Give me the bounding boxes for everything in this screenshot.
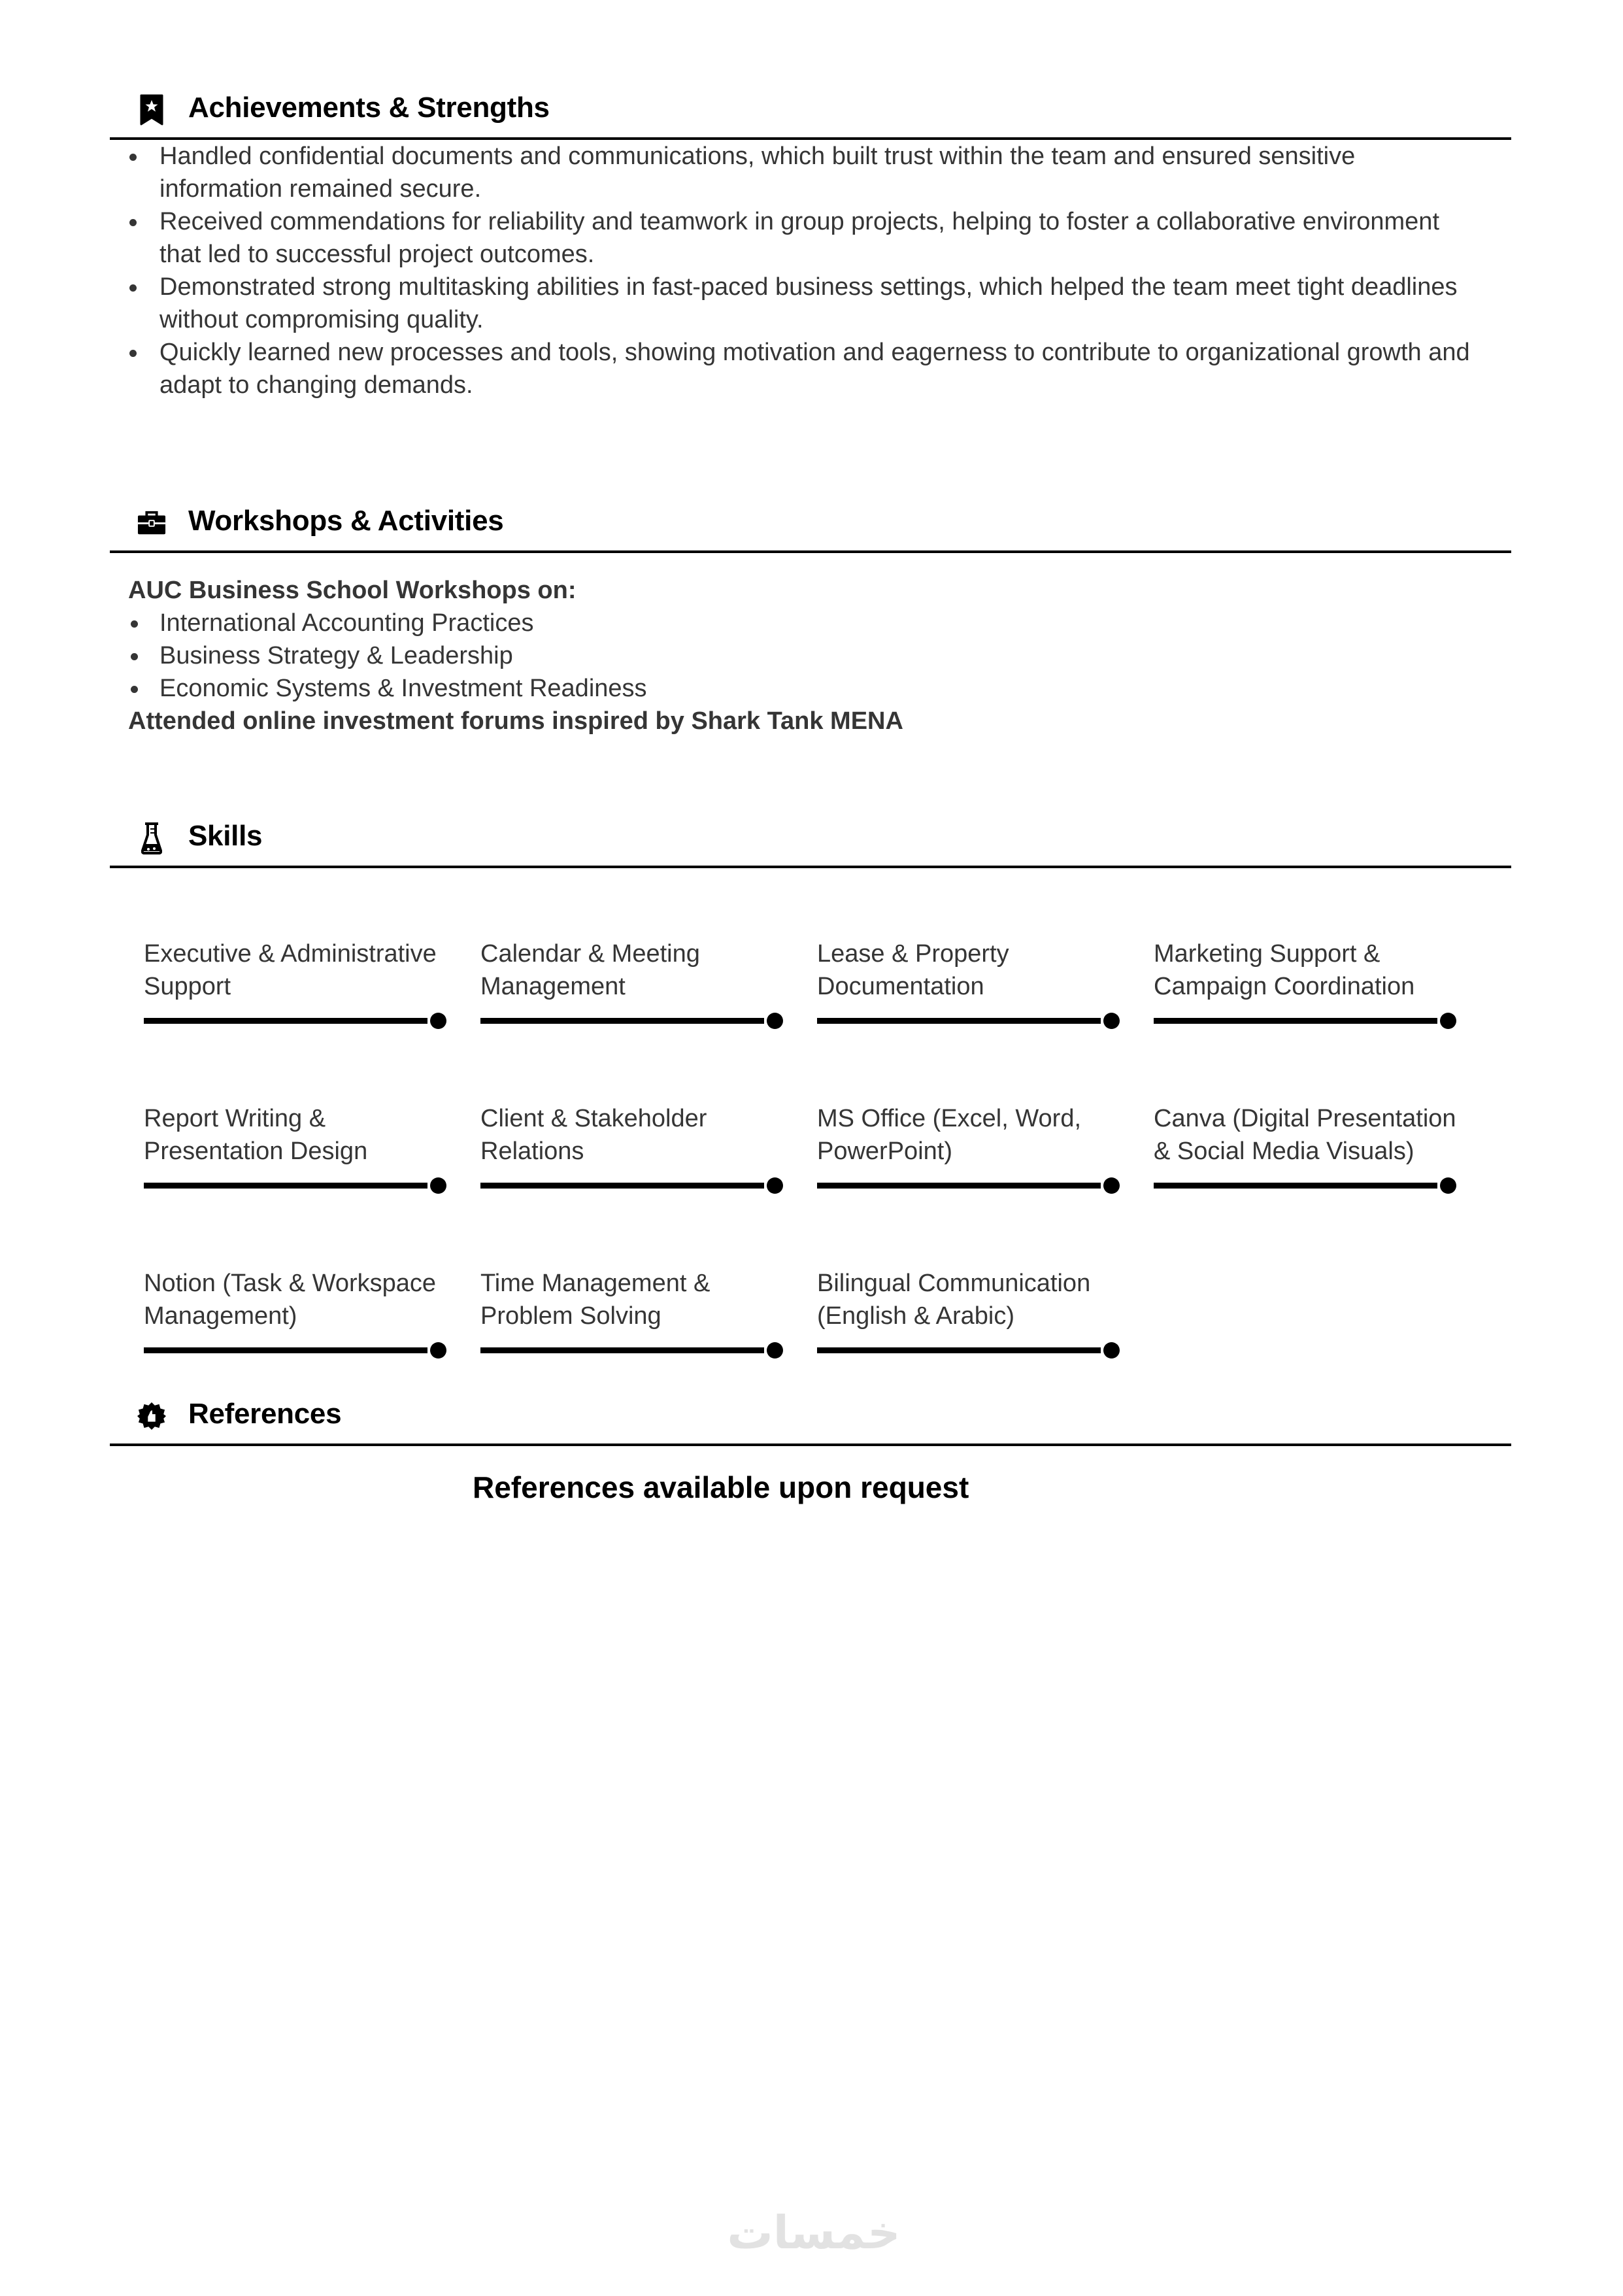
- skill-item: [144, 1056, 451, 1194]
- skill-bar: [817, 1183, 1101, 1189]
- list-item: Quickly learned new processes and tools, showing motivation and eagerness to contribute to organizational growth and adapt to changing demands.: [110, 336, 1482, 401]
- skill-item: [480, 1056, 788, 1194]
- skill-label: Notion (Task & Workspace Management): [144, 1270, 437, 1330]
- skill-item: [817, 892, 1124, 1029]
- briefcase-icon: [137, 506, 166, 540]
- skill-bar: [1154, 1183, 1437, 1189]
- achievements-section: [110, 85, 1511, 401]
- skill-label: MS Office (Excel, Word, PowerPoint): [817, 1105, 1082, 1165]
- list-item: Business Strategy & Leadership: [128, 639, 1511, 672]
- skill-level-dot: [1103, 1177, 1120, 1194]
- skill-level-dot: [767, 1177, 783, 1194]
- section-title: Workshops & Activities: [188, 505, 504, 537]
- workshops-intro: AUC Business School Workshops on:: [128, 577, 577, 604]
- skill-level-dot: [1440, 1013, 1456, 1029]
- skill-level-dot: [430, 1177, 446, 1194]
- skill-label: Bilingual Communication (English & Arabic): [817, 1270, 1091, 1330]
- skill-label: Marketing Support & Campaign Coordination: [1154, 940, 1415, 1000]
- section-header: [110, 813, 1511, 868]
- skill-level-dot: [1103, 1013, 1120, 1029]
- skill-bar: [817, 1018, 1101, 1024]
- skill-item: [1154, 1056, 1461, 1194]
- skill-level-dot: [767, 1013, 783, 1029]
- skill-item: [1154, 892, 1461, 1029]
- workshops-section: [110, 498, 1511, 737]
- list-item: Handled confidential documents and communications, which built trust within the team and ensured sensitive information remained secure.: [110, 140, 1482, 205]
- skill-bar: [144, 1183, 427, 1189]
- skill-item: [480, 1221, 788, 1359]
- skill-bar: [144, 1018, 427, 1024]
- section-title: References: [188, 1398, 342, 1430]
- skill-bar: [1154, 1018, 1437, 1024]
- skills-grid: [110, 868, 1511, 1330]
- list-item: Received commendations for reliability and teamwork in group projects, helping to foster a collaborative environment that led to successful project outcomes.: [110, 205, 1482, 271]
- skill-item: [817, 1221, 1124, 1359]
- skill-bar: [144, 1347, 427, 1353]
- section-header: [110, 85, 1511, 140]
- skill-label: Lease & Property Documentation: [817, 940, 1009, 1000]
- watermark-logo: خمسات: [727, 2206, 901, 2259]
- skill-label: Client & Stakeholder Relations: [480, 1105, 707, 1165]
- skill-level-dot: [1103, 1342, 1120, 1359]
- achievements-list: [110, 140, 1482, 401]
- skill-item: [144, 892, 451, 1029]
- skill-label: Calendar & Meeting Management: [480, 940, 700, 1000]
- skills-section: [110, 813, 1511, 1330]
- skill-level-dot: [767, 1342, 783, 1359]
- skill-level-dot: [430, 1013, 446, 1029]
- skill-level-dot: [1440, 1177, 1456, 1194]
- section-header: [110, 1391, 1511, 1446]
- list-item: Economic Systems & Investment Readiness: [128, 672, 1511, 705]
- skill-label: Canva (Digital Presentation & Social Media Visuals): [1154, 1105, 1456, 1165]
- skill-label: Executive & Administrative Support: [144, 940, 437, 1000]
- references-section: [110, 1391, 1511, 1504]
- workshops-list: [128, 607, 1511, 705]
- workshops-body: [110, 574, 1511, 737]
- skill-bar: [480, 1018, 764, 1024]
- section-title: Achievements & Strengths: [188, 92, 550, 124]
- section-title: Skills: [188, 820, 263, 852]
- list-item: International Accounting Practices: [128, 607, 1511, 639]
- skill-label: Report Writing & Presentation Design: [144, 1105, 368, 1165]
- skill-bar: [480, 1347, 764, 1353]
- badge-icon: [137, 1399, 166, 1433]
- skill-item: [480, 892, 788, 1029]
- skill-bar: [817, 1347, 1101, 1353]
- bookmark-star-icon: [137, 93, 166, 127]
- flask-icon: [137, 821, 166, 855]
- skill-item: [817, 1056, 1124, 1194]
- section-header: [110, 498, 1511, 553]
- skill-item: [144, 1221, 451, 1359]
- references-note: References available upon request: [473, 1470, 969, 1504]
- workshops-closing: Attended online investment forums inspired by Shark Tank MENA: [128, 707, 903, 735]
- skill-label: Time Management & Problem Solving: [480, 1270, 711, 1330]
- list-item: Demonstrated strong multitasking abilities in fast-paced business settings, which helped the team meet tight deadlines without compromising quality.: [110, 271, 1482, 336]
- skill-bar: [480, 1183, 764, 1189]
- skill-level-dot: [430, 1342, 446, 1359]
